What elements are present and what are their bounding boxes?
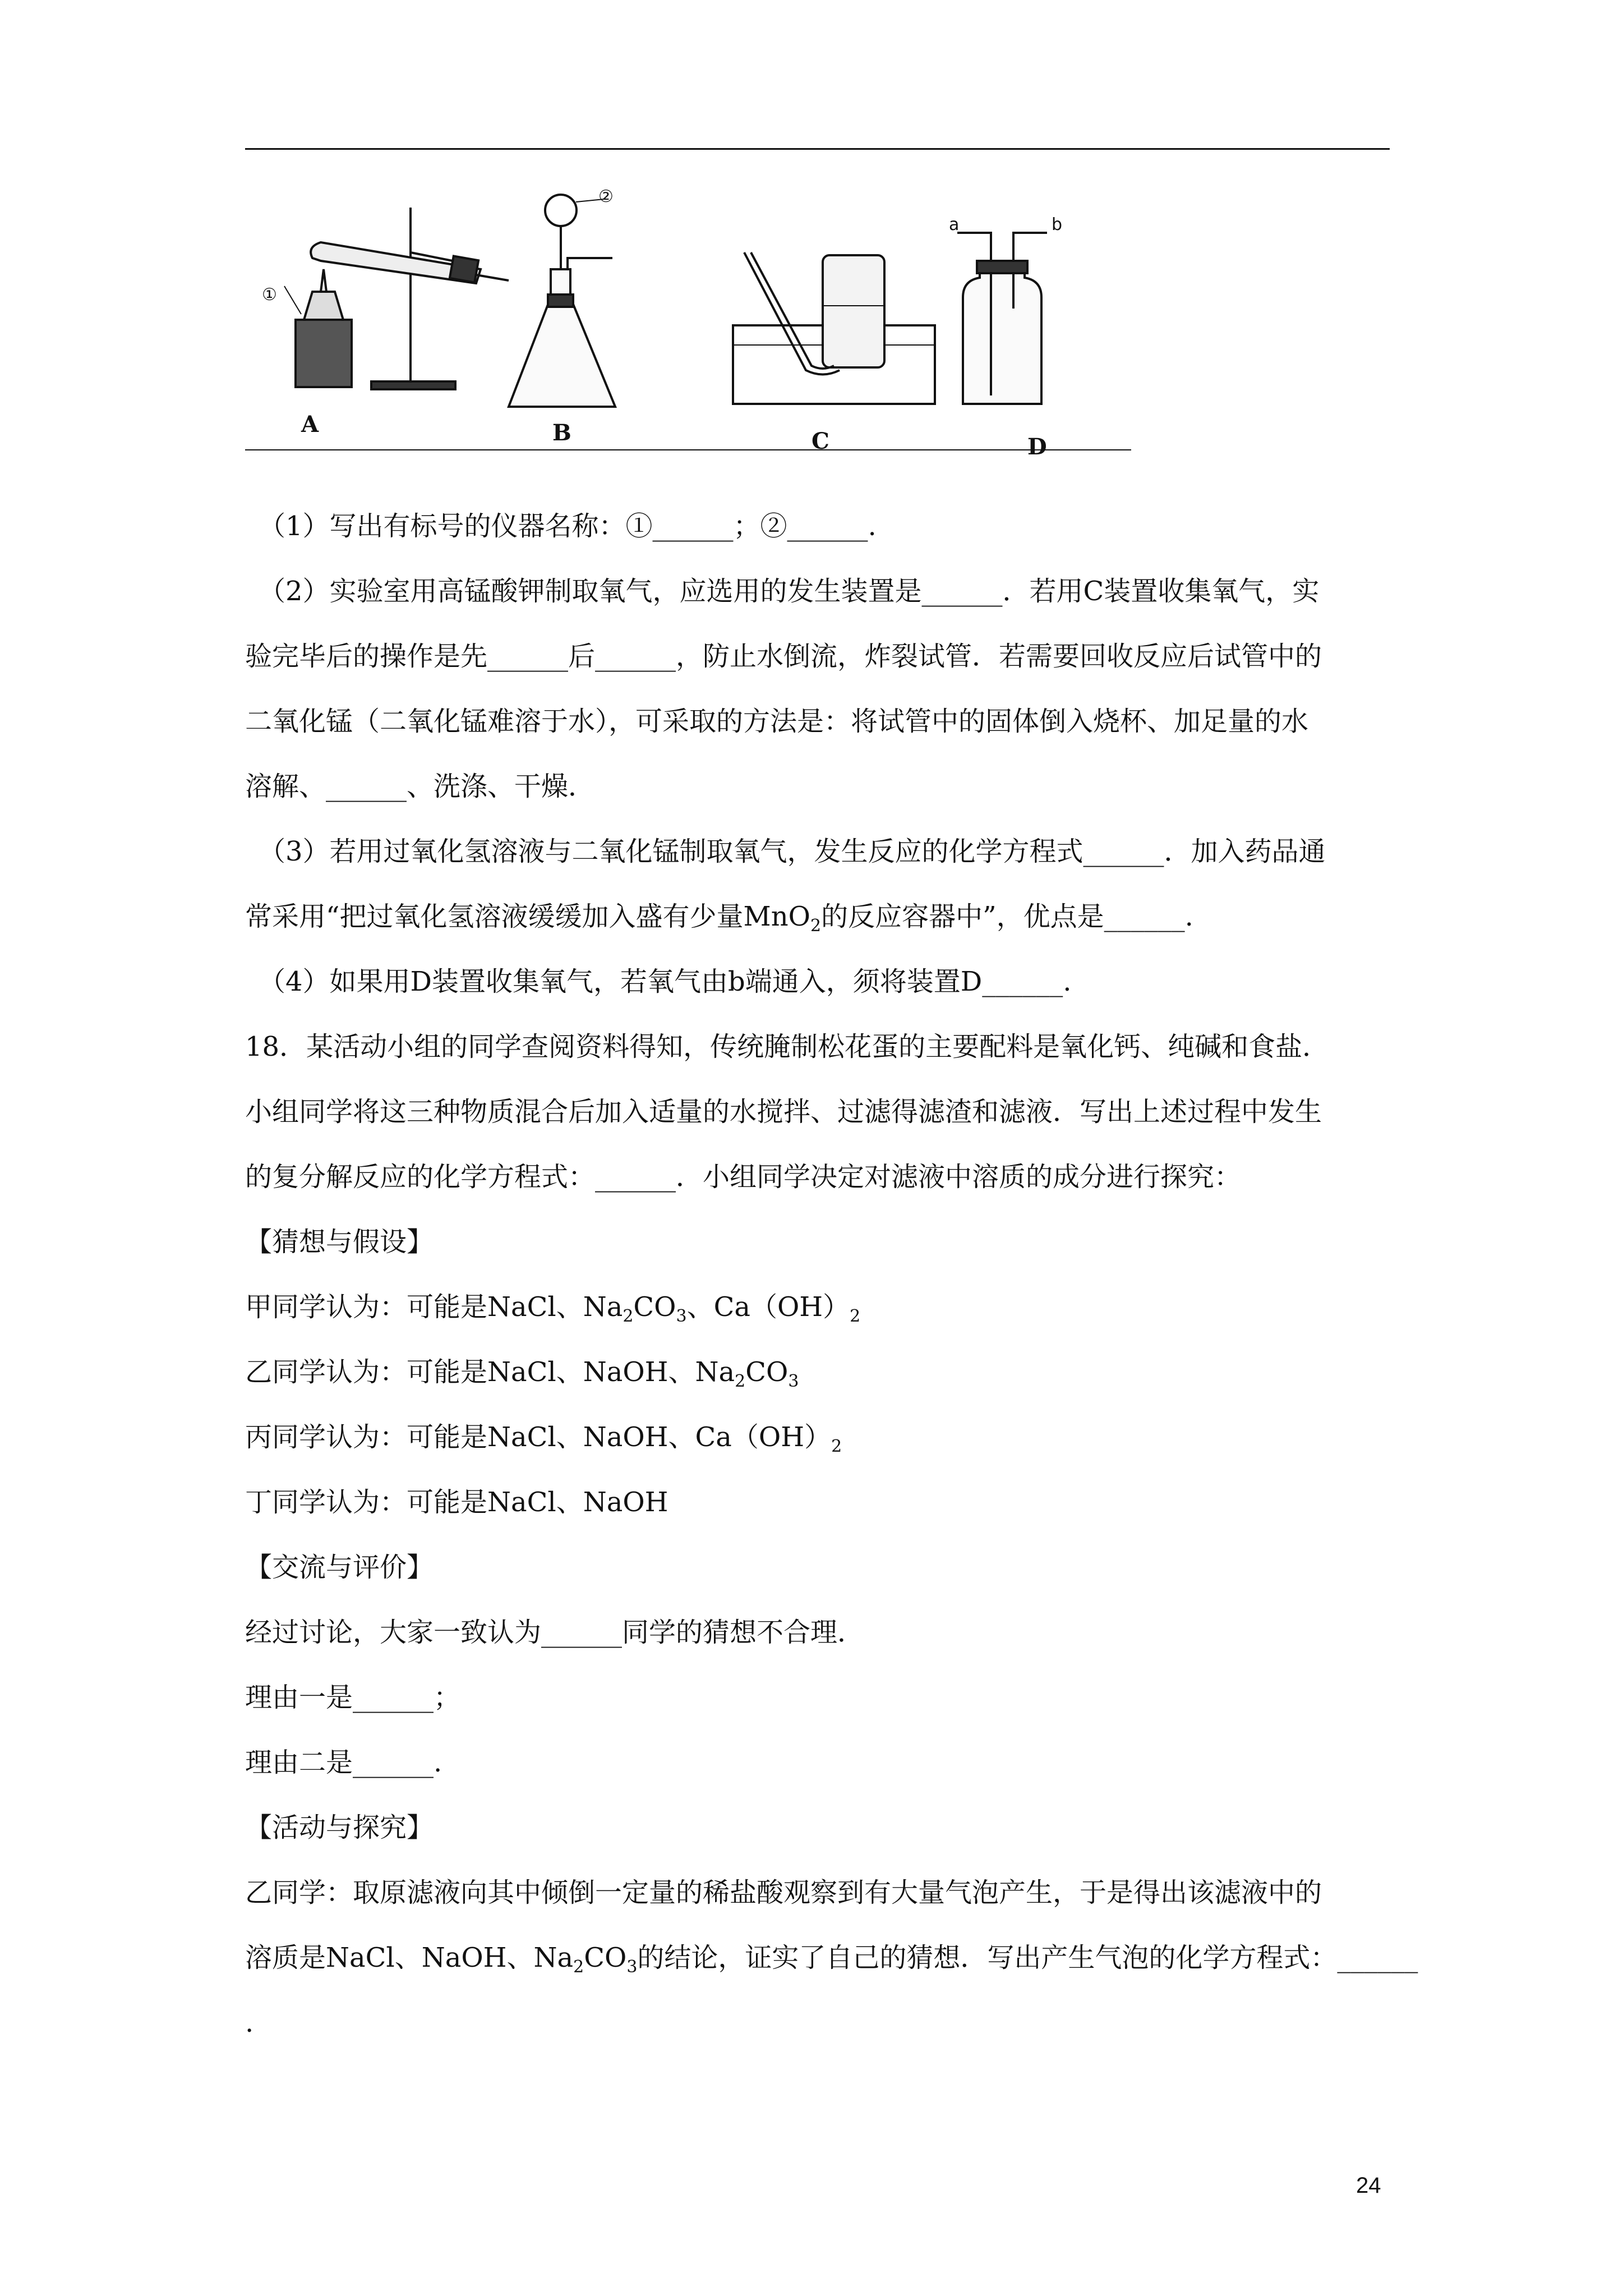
q17-line-8: （4）如果用D装置收集氧气，若氧气由b端通入，须将装置D______. <box>259 966 1072 997</box>
marker-two: ② <box>598 187 614 206</box>
q17-line-6: （3）若用过氧化氢溶液与二氧化锰制取氧气，发生反应的化学方程式______．加入药品通 <box>259 836 1326 867</box>
activity-line-1: 乙同学：取原滤液向其中倾倒一定量的稀盐酸观察到有大量气泡产生，于是得出该滤液中的 <box>245 1877 1322 1908</box>
q17-line-3: 验完毕后的操作是先______后______，防止水倒流，炸裂试管．若需要回收反应后试管中的 <box>245 641 1322 672</box>
hypothesis-ding: 丁同学认为：可能是NaCl、NaOH <box>245 1487 668 1518</box>
q18-line-1: 18．某活动小组的同学查阅资料得知，传统腌制松花蛋的主要配料是氧化钙、纯碱和食盐． <box>245 1031 1330 1062</box>
label-c: C <box>811 428 829 454</box>
marker-b: b <box>1052 215 1063 234</box>
apparatus-c-drawing <box>733 252 935 404</box>
label-d: D <box>1027 434 1047 460</box>
marker-a: a <box>949 215 960 234</box>
discussion-line-1: 经过讨论，大家一致认为______同学的猜想不合理． <box>245 1617 865 1648</box>
label-a: A <box>301 411 319 438</box>
header-rule <box>245 148 1390 150</box>
q17-line-7: 常采用“把过氧化氢溶液缓缓加入盛有少量MnO$_2$的反应容器中”，优点是______. <box>245 901 1193 936</box>
q17-line-5: 溶解、______、洗涤、干燥． <box>245 771 596 802</box>
q17-line-4: 二氧化锰（二氧化锰难溶于水），可采取的方法是：将试管中的固体倒入烧杯、加足量的水 <box>245 706 1309 737</box>
discussion-reason-2: 理由二是______. <box>245 1747 442 1778</box>
page-number: 24 <box>1356 2173 1381 2198</box>
q18-line-2: 小组同学将这三种物质混合后加入适量的水搅拌、过滤得滤渣和滤液．写出上述过程中发生 <box>245 1096 1322 1128</box>
apparatus-figure <box>245 185 1131 460</box>
question-body <box>245 494 1418 2055</box>
apparatus-b-drawing <box>509 195 615 407</box>
label-b: B <box>552 420 571 446</box>
q17-line-2: （2）实验室用高锰酸钾制取氧气，应选用的发生装置是______．若用C装置收集氧气，实 <box>259 576 1320 607</box>
hypothesis-jia: 甲同学认为：可能是NaCl、$Na_2CO_3$、$Ca(OH)_2$ <box>245 1291 861 1326</box>
marker-one: ① <box>262 285 277 305</box>
apparatus-a-drawing <box>284 208 509 389</box>
hypothesis-yi: 乙同学认为：可能是NaCl、NaOH、$Na_2CO_3$ <box>245 1356 799 1391</box>
heading-activity: 【活动与探究】 <box>245 1812 434 1843</box>
activity-line-3: . <box>245 2007 254 2039</box>
apparatus-drawing <box>245 185 1131 460</box>
discussion-reason-1: 理由一是______； <box>245 1682 461 1713</box>
heading-discussion: 【交流与评价】 <box>245 1552 434 1583</box>
hypothesis-bing: 丙同学认为：可能是NaCl、NaOH、$Ca(OH)_2$ <box>245 1421 842 1456</box>
q18-line-3: 的复分解反应的化学方程式：______．小组同学决定对滤液中溶质的成分进行探究： <box>245 1161 1242 1193</box>
q17-line-1: （1）写出有标号的仪器名称：①______；②______. <box>259 510 877 542</box>
activity-line-2: 溶质是NaCl、NaOH、$Na_2CO_3$的结论，证实了自己的猜想．写出产生气泡的化学方程式：______ <box>245 1942 1418 1977</box>
apparatus-d-drawing <box>957 233 1047 404</box>
heading-hypothesis: 【猜想与假设】 <box>245 1226 434 1258</box>
